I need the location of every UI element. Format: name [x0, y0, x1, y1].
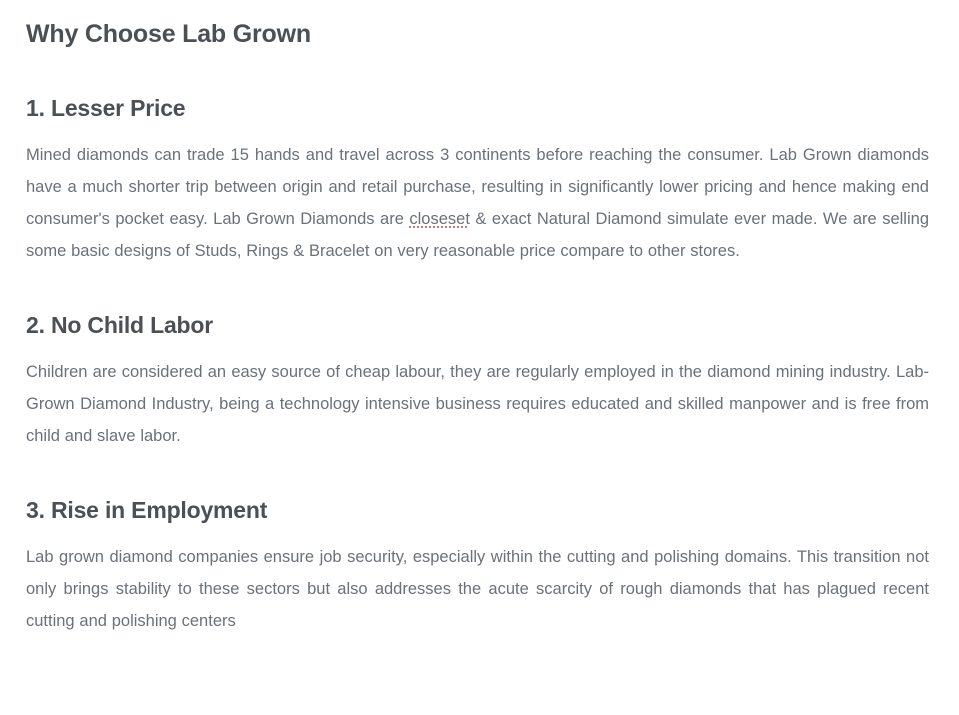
section-heading-rise-in-employment: 3. Rise in Employment [26, 496, 268, 523]
paragraph-text-before-misspelling: Mined diamonds can trade 15 hands and travel across 3 continents before reaching the consumer. Lab Grown diamonds have a much shorter trip between origin and retail purchase, resulting in significantly lower pricing and hence making end consumer's pocket easy. Lab Grown Diamonds are [26, 146, 929, 228]
section-heading-no-child-labor: 2. No Child Labor [26, 312, 213, 338]
paragraph-text-after-misspelling: & exact Natural Diamond simulate ever made. We are selling some basic designs of Studs, Rings & Bracelet on very reasonable price compare to other stores. [26, 210, 929, 260]
section-heading-lesser-price: 1. Lesser Price [26, 95, 186, 122]
section-paragraph-lesser-price [26, 139, 929, 267]
section-paragraph-no-child-labor: Children are considered an easy source of cheap labour, they are regularly employed in the diamond mining industry. Lab-Grown Diamond Industry, being a technology intensive business requires educated and skilled manpower and is free from child and slave labor. [26, 362, 929, 445]
misspelled-word[interactable]: closeset [409, 210, 470, 228]
page-title: Why Choose Lab Grown [26, 20, 311, 48]
section-paragraph-rise-in-employment: Lab grown diamond companies ensure job security, especially within the cutting and polishing domains. This transition not only brings stability to these sectors but also addresses the acute scarcity of rough diamonds that has plagued recent cutting and polishing centers [26, 547, 929, 630]
